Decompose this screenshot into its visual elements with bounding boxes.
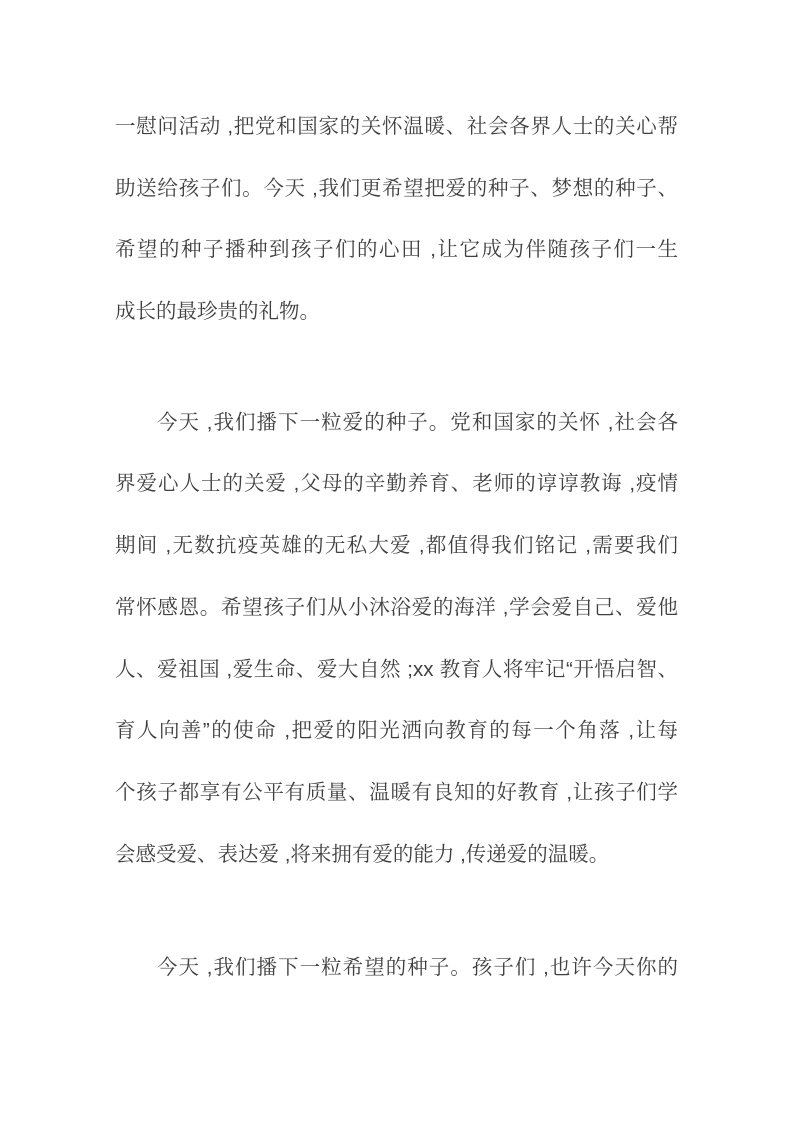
- paragraph: [115, 96, 678, 343]
- text-line: 今天 ,我们播下一粒爱的种子。党和国家的关怀 ,社会各: [157, 410, 678, 434]
- text-line: 今天 ,我们播下一粒希望的种子。孩子们 ,也许今天你的: [157, 956, 678, 980]
- text-line: 期间 ,无数抗疫英雄的无私大爱 ,都值得我们铭记 ,需要我们: [115, 534, 678, 558]
- text-line: 常怀感恩。希望孩子们从小沐浴爱的海洋 ,学会爱自己、爱他: [115, 595, 678, 619]
- text-line: 希望的种子播种到孩子们的心田 ,让它成为伴随孩子们一生: [115, 238, 678, 262]
- paragraph: [115, 392, 678, 886]
- text-line: 助送给孩子们。今天 ,我们更希望把爱的种子、梦想的种子、: [115, 176, 678, 200]
- text-line: 人、爱祖国 ,爱生命、爱大自然 ;xx 教育人将牢记“开悟启智、: [115, 657, 678, 681]
- text-line: 个孩子都享有公平有质量、温暖有良知的好教育 ,让孩子们学: [115, 780, 678, 804]
- paragraph: [115, 937, 678, 999]
- text-line: 育人向善”的使命 ,把爱的阳光洒向教育的每一个角落 ,让每: [115, 719, 678, 743]
- text-line: 成长的最珍贵的礼物。: [115, 300, 320, 324]
- text-line: 一慰问活动 ,把党和国家的关怀温暖、社会各界人士的关心帮: [115, 115, 678, 138]
- text-line: 界爱心人士的关爱 ,父母的辛勤养育、老师的谆谆教诲 ,疫情: [115, 472, 678, 496]
- text-line: 会感受爱、表达爱 ,将来拥有爱的能力 ,传递爱的温暖。: [115, 842, 610, 866]
